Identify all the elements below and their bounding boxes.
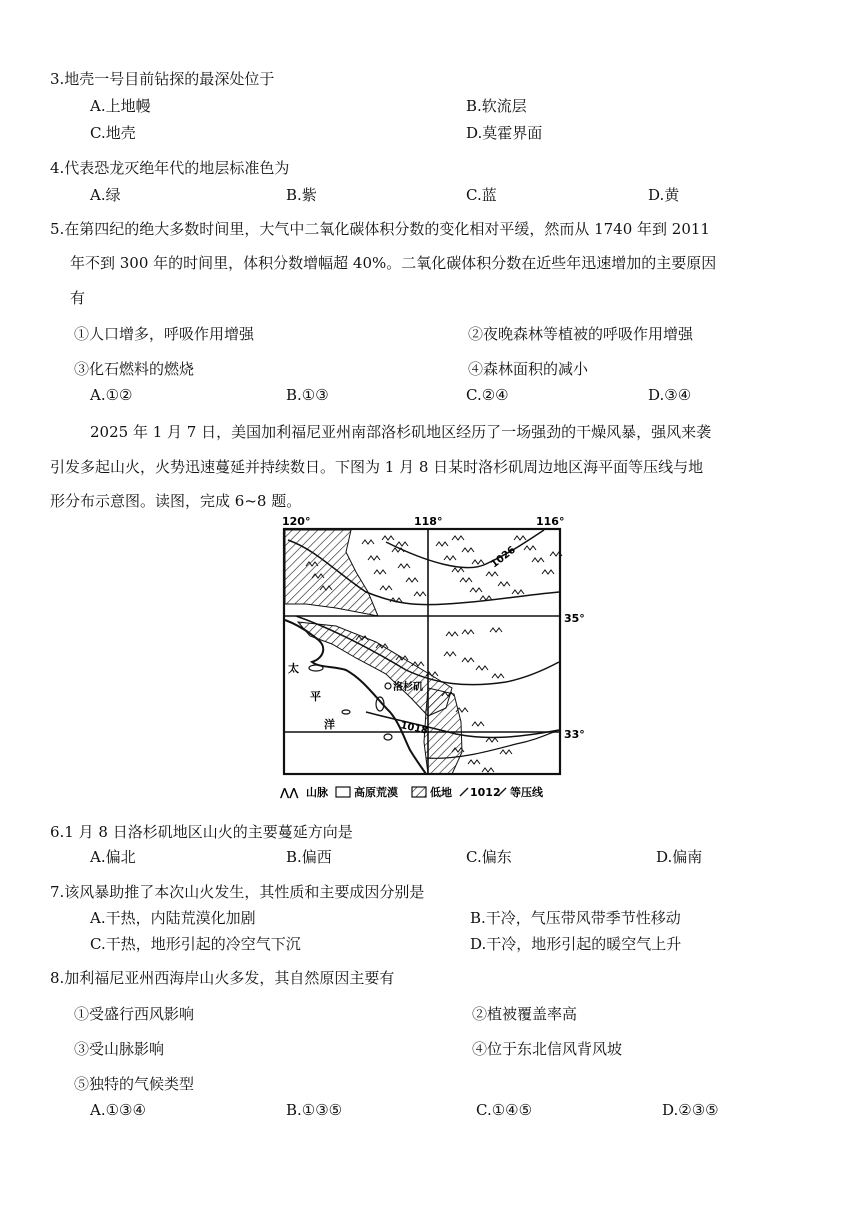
legend-mountain-symbol: ⋀⋀ xyxy=(280,786,299,799)
lon-label-118: 118° xyxy=(414,515,443,528)
mountain-symbol xyxy=(512,590,524,594)
mountain-symbol xyxy=(514,536,526,540)
mountain-symbol xyxy=(490,628,502,632)
q8-option-b[interactable]: B.①③⑤ xyxy=(286,1101,343,1119)
mountain-symbol xyxy=(462,658,474,662)
q8-option-a[interactable]: A.①③④ xyxy=(90,1101,146,1119)
mountain-symbol xyxy=(452,536,464,540)
mountain-symbol xyxy=(460,578,472,582)
q5-stem-line-3: 有 xyxy=(70,289,86,307)
mountain-symbol xyxy=(452,568,464,572)
ocean-label-yang: 洋 xyxy=(324,718,335,731)
legend-plateau-swatch xyxy=(336,787,350,797)
mountain-symbol xyxy=(444,652,456,656)
q8-choice-2: ②植被覆盖率高 xyxy=(472,1005,578,1023)
mountain-symbol xyxy=(486,572,498,576)
q8-option-c[interactable]: C.①④⑤ xyxy=(476,1101,533,1119)
q5-choice-3: ③化石燃料的燃烧 xyxy=(74,360,195,378)
q7-option-b[interactable]: B.干冷，气压带风带季节性移动 xyxy=(470,909,681,927)
mountain-symbol xyxy=(542,570,554,574)
mountain-symbol xyxy=(406,578,418,582)
legend-isobar: 等压线 xyxy=(510,786,543,799)
q4-option-a[interactable]: A.绿 xyxy=(90,186,121,204)
lat-label-33: 33° xyxy=(564,728,585,741)
mountain-symbol xyxy=(472,722,484,726)
island xyxy=(342,710,350,714)
island xyxy=(384,734,392,740)
q6-option-b[interactable]: B.偏西 xyxy=(286,848,332,866)
mountain-symbol xyxy=(396,542,408,546)
q6-stem: 6.1 月 8 日洛杉矶地区山火的主要蔓延方向是 xyxy=(50,823,353,841)
mountain-symbol xyxy=(486,738,498,742)
mountain-symbol xyxy=(368,556,380,560)
q3-option-b[interactable]: B.软流层 xyxy=(466,97,527,115)
mountain-symbol xyxy=(472,560,484,564)
la-city-label: 洛杉矶 xyxy=(393,682,423,693)
mountain-symbol xyxy=(482,768,494,772)
q4-option-c[interactable]: C.蓝 xyxy=(466,186,497,204)
q8-choice-4: ④位于东北信风背风坡 xyxy=(472,1040,623,1058)
q5-choice-4: ④森林面积的减小 xyxy=(468,360,589,378)
q7-stem: 7.该风暴助推了本次山火发生，其性质和主要成因分别是 xyxy=(50,883,425,901)
q5-option-b[interactable]: B.①③ xyxy=(286,386,329,404)
lowland-central-valley xyxy=(285,530,378,616)
q5-stem-line-1: 5.在第四纪的绝大多数时间里，大气中二氧化碳体积分数的变化相对平缓，然而从 1740 年到 2011 xyxy=(50,220,710,238)
q3-option-a[interactable]: A.上地幔 xyxy=(90,97,151,115)
mountain-symbol xyxy=(414,592,426,596)
mountain-symbol xyxy=(398,564,410,568)
q5-option-c[interactable]: C.②④ xyxy=(466,386,509,404)
isobar-line xyxy=(366,712,559,737)
mountain-symbol xyxy=(374,570,386,574)
legend-plateau: 高原荒漠 xyxy=(354,786,398,799)
mountain-symbol xyxy=(532,558,544,562)
passage-line-1: 2025 年 1 月 7 日，美国加利福尼亚州南部洛杉矶地区经历了一场强劲的干燥风暴，强风来袭 xyxy=(90,423,712,441)
isobar-label-1026: 1026 xyxy=(489,544,518,571)
mountain-symbol xyxy=(476,666,488,670)
lon-label-120: 120° xyxy=(282,515,311,528)
q7-option-c[interactable]: C.干热，地形引起的冷空气下沉 xyxy=(90,935,301,953)
legend-mountain: 山脉 xyxy=(306,786,328,799)
map-legend xyxy=(280,785,544,799)
mountain-symbol xyxy=(492,674,504,678)
island xyxy=(309,665,323,671)
q5-choice-1: ①人口增多，呼吸作用增强 xyxy=(74,325,255,343)
q7-option-d[interactable]: D.干冷，地形引起的暖空气上升 xyxy=(470,935,682,953)
q5-option-a[interactable]: A.①② xyxy=(90,386,133,404)
q4-stem: 4.代表恐龙灭绝年代的地层标准色为 xyxy=(50,159,290,177)
q7-option-a[interactable]: A.干热，内陆荒漠化加剧 xyxy=(90,909,256,927)
mountain-symbol xyxy=(446,632,458,636)
q5-choice-2: ②夜晚森林等植被的呼吸作用增强 xyxy=(468,325,694,343)
q8-choice-5: ⑤独特的气候类型 xyxy=(74,1075,195,1093)
mountain-symbol xyxy=(392,548,404,552)
mountain-symbol xyxy=(382,536,394,540)
q4-option-b[interactable]: B.紫 xyxy=(286,186,317,204)
mountain-symbol xyxy=(524,546,536,550)
lon-label-116: 116° xyxy=(536,515,565,528)
mountain-symbol xyxy=(462,630,474,634)
q5-option-d[interactable]: D.③④ xyxy=(648,386,692,404)
q3-option-c[interactable]: C.地壳 xyxy=(90,124,136,142)
ocean-label-tai: 太 xyxy=(288,662,299,675)
q6-option-a[interactable]: A.偏北 xyxy=(90,848,136,866)
mountain-symbol xyxy=(362,540,374,544)
q3-option-d[interactable]: D.莫霍界面 xyxy=(466,124,543,142)
q5-stem-line-2: 年不到 300 年的时间里，体积分数增幅超 40%。二氧化碳体积分数在近些年迅速增加的主要原因 xyxy=(70,254,717,272)
legend-lowland-swatch xyxy=(412,787,426,797)
q4-option-d[interactable]: D.黄 xyxy=(648,186,680,204)
q6-option-d[interactable]: D.偏南 xyxy=(656,848,703,866)
passage-line-3: 形分布示意图。读图，完成 6~8 题。 xyxy=(50,492,302,510)
legend-isobar-stroke xyxy=(460,788,468,796)
isobar-label-1018: 1018 xyxy=(399,720,429,737)
q8-stem: 8.加利福尼亚州西海岸山火多发，其自然原因主要有 xyxy=(50,969,395,987)
mountain-symbol xyxy=(468,760,480,764)
q8-option-d[interactable]: D.②③⑤ xyxy=(662,1101,719,1119)
ocean-label-ping: 平 xyxy=(310,690,321,703)
isobar-terrain-map xyxy=(276,512,585,804)
mountain-symbol xyxy=(390,598,402,602)
passage-line-2: 引发多起山火，火势迅速蔓延并持续数日。下图为 1 月 8 日某时洛杉矶周边地区海平面等压线与地 xyxy=(50,458,704,476)
q8-choice-3: ③受山脉影响 xyxy=(74,1040,165,1058)
mountain-symbol xyxy=(436,542,448,546)
lat-label-35: 35° xyxy=(564,612,585,625)
q8-choice-1: ①受盛行西风影响 xyxy=(74,1005,195,1023)
la-city-marker xyxy=(385,683,391,689)
mountain-symbol xyxy=(498,582,510,586)
mountain-symbol xyxy=(380,586,392,590)
mountain-symbol xyxy=(470,588,482,592)
mountain-symbol xyxy=(444,556,456,560)
mountain-symbol xyxy=(500,750,512,754)
q6-option-c[interactable]: C.偏东 xyxy=(466,848,512,866)
q3-stem: 3.地壳一号目前钻探的最深处位于 xyxy=(50,70,275,88)
legend-isobar-value: 1012 xyxy=(470,786,501,799)
mountain-symbol xyxy=(462,548,474,552)
legend-lowland: 低地 xyxy=(430,786,452,799)
